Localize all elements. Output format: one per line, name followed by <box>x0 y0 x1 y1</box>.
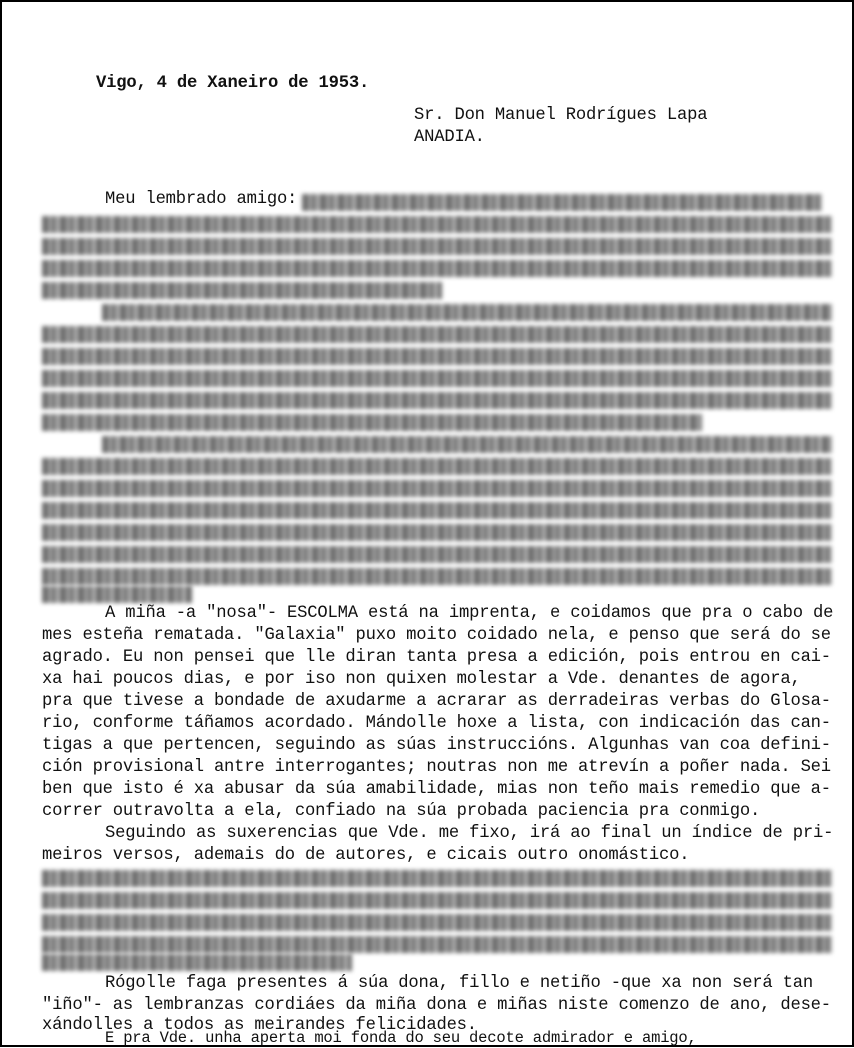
redacted-line <box>42 546 832 563</box>
closing-line: E pra Vde. unha aperta moi fonda do seu decote admirador e amigo, <box>105 1029 697 1047</box>
redacted-line <box>42 502 832 519</box>
paragraph-line: meiros versos, ademais do de autores, e cicais outro onomástico. <box>42 846 690 865</box>
redacted-line <box>42 892 832 909</box>
redacted-line <box>42 370 832 387</box>
redacted-line <box>42 392 832 409</box>
redacted-line <box>42 480 832 497</box>
paragraph-line: rio, conforme táñamos acordado. Mándolle hoxe a lista, con indicación das can- <box>42 714 831 733</box>
redacted-line <box>42 914 832 931</box>
redacted-line <box>42 586 192 603</box>
paragraph-line: pra que tivese a bondade de axudarme a acrarar as derradeiras verbas do Glosa- <box>42 692 831 711</box>
paragraph-line: xándolles a todos as meirandes felicidades. <box>42 1016 477 1035</box>
paragraph-line: "iño"- as lembranzas cordiáes da miña dona e miñas niste comenzo de ano, dese- <box>42 996 831 1015</box>
salutation: Meu lembrado amigo: <box>105 190 298 209</box>
paragraph-line: correr outravolta a ela, confiado na súa probada paciencia pra conmigo. <box>42 802 761 821</box>
redacted-line <box>102 304 832 321</box>
redacted-line <box>42 348 832 365</box>
recipient-name: Sr. Don Manuel Rodrígues Lapa <box>414 106 708 125</box>
redacted-line <box>42 568 832 585</box>
redacted-line <box>102 436 832 453</box>
redacted-line <box>42 458 832 475</box>
redacted-line <box>42 954 352 971</box>
paragraph-line: ción provisional antre interrogantes; noutras non me atrevín a poñer nada. Sei <box>42 758 831 777</box>
paragraph-line: tigas a que pertencen, seguindo as súas instruccións. Algunhas van coa defini- <box>42 736 831 755</box>
paragraph-line: Seguindo as suxerencias que Vde. me fixo, irá ao final un índice de pri- <box>105 824 834 843</box>
paragraph-line: agrado. Eu non pensei que lle diran tanta presa a edición, pois entrou en cai- <box>42 648 831 667</box>
place-date: Vigo, 4 de Xaneiro de 1953. <box>96 74 370 93</box>
redacted-line <box>302 194 822 211</box>
redacted-line <box>42 870 832 887</box>
redacted-line <box>42 238 832 255</box>
redacted-line <box>42 282 442 299</box>
redacted-line <box>42 414 702 431</box>
redacted-line <box>42 936 832 953</box>
redacted-line <box>42 326 832 343</box>
redacted-line <box>42 260 832 277</box>
paragraph-line: xa hai poucos dias, e por iso non quixen molestar a Vde. denantes de agora, <box>42 670 801 689</box>
redacted-line <box>42 524 832 541</box>
paragraph-line: A miña -a "nosa"- ESCOLMA está na imprenta, e coidamos que pra o cabo de <box>105 604 834 623</box>
paragraph-line: ben que isto é xa abusar da súa amabilidade, mias non teño mais remedio que a- <box>42 780 831 799</box>
recipient-place: ANADIA. <box>414 128 485 147</box>
redacted-line <box>42 216 832 233</box>
paragraph-line: Rógolle faga presentes á súa dona, fillo e netiño -que xa non será tan <box>105 974 813 993</box>
paragraph-line: mes esteña rematada. "Galaxia" puxo moito coidado nela, e penso que será do se <box>42 626 831 645</box>
